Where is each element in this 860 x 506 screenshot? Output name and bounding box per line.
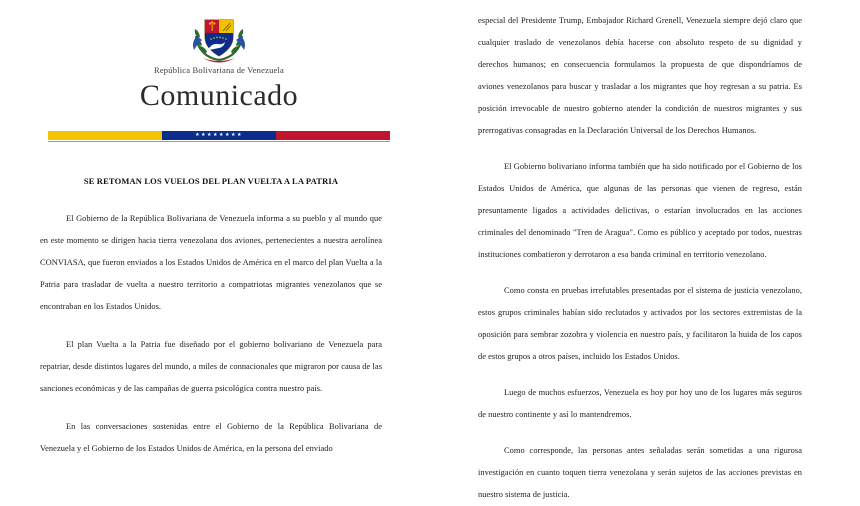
paragraph: Luego de muchos esfuerzos, Venezuela es hoy por hoy uno de los lugares más seguros de nuestro continente y así lo mantendremos. <box>478 388 802 419</box>
left-column <box>0 0 430 484</box>
letterhead-country-line: República Bolivariana de Venezuela <box>153 65 285 75</box>
letterhead-inner <box>48 8 390 125</box>
letterhead-title: Comunicado <box>139 79 299 112</box>
flag-stripe-red <box>276 131 390 140</box>
letterhead-divider <box>48 141 390 142</box>
flag-stripe-blue <box>162 131 276 140</box>
paragraph: Como consta en pruebas irrefutables presentadas por el sistema de justicia venezolano, estos grupos criminales habían sido reclutados y activados por los sectores extremistas de la oposición para sembrar zozobra y violencia en nuestro país, y facilitaron la huida de los capos de estos grupos a otros países, incluido los Estados Unidos. <box>478 286 802 361</box>
paragraph: especial del Presidente Trump, Embajador Richard Grenell, Venezuela siempre dejó claro que cualquier traslado de venezolanos debía hacerse con absoluto respeto de su dignidad y derechos humanos; en consecuencia formulamos la propuesta de que dispondríamos de aviones venezolanos para buscar y trasladar a los migrantes que hoy regresan a su patria. Es posición irrevocable de nuestro gobierno atender la condición de nuestros migrantes y sus prerrogativas consagradas en la Declaración Universal de los Derechos Humanos. <box>478 16 802 135</box>
flag-bar <box>48 131 390 140</box>
paragraph: Como corresponde, las personas antes señaladas serán sometidas a una rigurosa investigación en cuanto toquen tierra venezolana y serán sujetos de las acciones previstas en nuestro sistema de justicia. <box>478 446 802 499</box>
flag-stripe-yellow <box>48 131 162 140</box>
coat-of-arms-icon <box>183 8 255 64</box>
flag-stars: ★★★★★★★★ <box>195 132 243 138</box>
paragraph: El plan Vuelta a la Patria fue diseñado por el gobierno bolivariano de Venezuela para repatriar, desde distintos lugares del mundo, a miles de connacionales que migraron por causa de las sanciones económicas y de las campañas de guerra psicológica contra nuestro país. <box>40 340 382 393</box>
paragraph: El Gobierno bolivariano informa también que ha sido notificado por el Gobierno de los Estados Unidos de América, que algunas de las personas que vienen de regreso, están presuntamente ligados a actividades delictivas, o estarían involucrados en las acciones criminales del denominado "Tren de Aragua". Como es público y aceptado por todos, nuestras instituciones combatieron y derrotaron a esa banda criminal en territorio venezolano. <box>478 162 802 259</box>
right-column <box>430 0 860 499</box>
paragraph: El Gobierno de la República Bolivariana de Venezuela informa a su pueblo y al mundo que en este momento se dirigen hacia tierra venezolana dos aviones, pertenecientes a nuestra aerolínea CONVIASA, que fueron enviados a los Estados Unidos de América en el marco del plan Vuelta a la Patria para trasladar de vuelta a nuestro territorio a compatriotas migrantes venezolanos que se encontraban en los Estados Unidos. <box>40 214 382 311</box>
page-title: SE RETOMAN LOS VUELOS DEL PLAN VUELTA A LA PATRIA <box>83 176 339 186</box>
letterhead <box>48 8 390 142</box>
paragraph: En las conversaciones sostenidas entre el Gobierno de la República Bolivariana de Venezuela y el Gobierno de los Estados Unidos de América, en la persona del enviado <box>40 422 382 453</box>
